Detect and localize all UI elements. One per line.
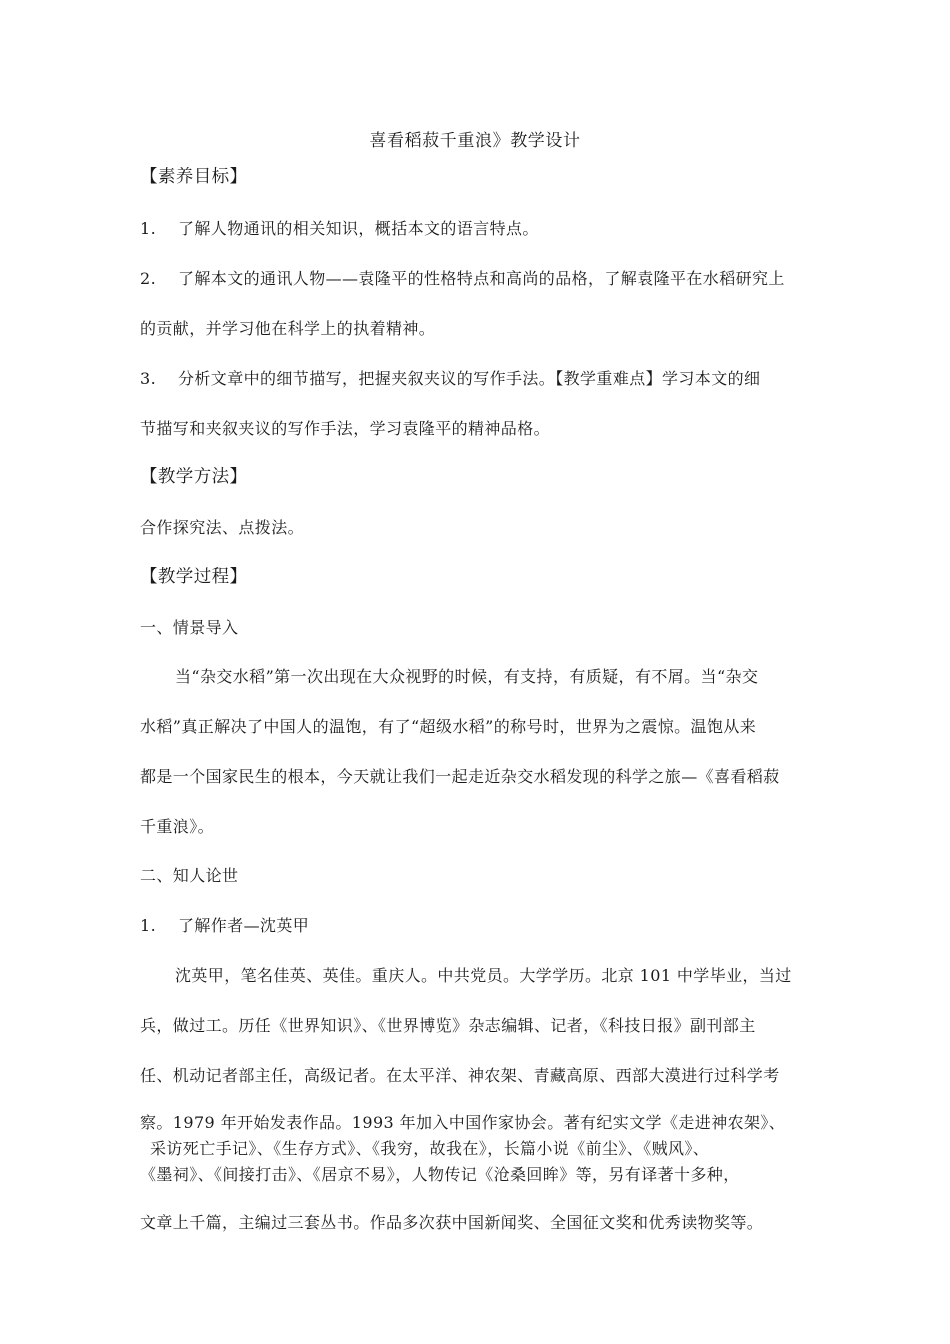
- section-2-item-1: [140, 915, 309, 937]
- author-paragraph-line: 《墨祠》、《间接打击》、《居京不易》，人物传记《沧桑回眸》等，另有译著十多种，: [140, 1165, 740, 1184]
- objective-text: 了解人物通讯的相关知识，概括本文的语言特点。: [178, 219, 539, 238]
- item-text: 了解作者—沈英甲: [178, 916, 310, 935]
- methods-heading: 【教学方法】: [140, 467, 248, 487]
- item-number: 1.: [140, 916, 157, 935]
- process-heading: 【教学过程】: [140, 567, 248, 587]
- objective-text: 了解本文的通讯人物——袁隆平的性格特点和高尚的品格，了解袁隆平在水稻研究上: [178, 269, 785, 288]
- author-paragraph-line: 沈英甲，笔名佳英、英佳。重庆人。中共党员。大学学历。北京 101 中学毕业，当过: [175, 966, 792, 985]
- section-2-title: 二、知人论世: [140, 866, 239, 885]
- section-1-paragraph-line: 千重浪》。: [140, 817, 215, 836]
- objective-item-2-continued: 的贡献，并学习他在科学上的执着精神。: [140, 319, 436, 338]
- section-1-paragraph-line: 水稻”真正解决了中国人的温饱，有了“超级水稻”的称号时，世界为之震惊。温饱从来: [140, 717, 757, 736]
- author-paragraph-line: 采访死亡手记》、《生存方式》、《我穷，故我在》，长篇小说《前尘》、《贼风》、: [150, 1139, 710, 1158]
- author-paragraph-line: 文章上千篇，主编过三套丛书。作品多次获中国新闻奖、全国征文奖和优秀读物奖等。: [140, 1213, 764, 1232]
- methods-text: 合作探究法、点拨法。: [140, 518, 305, 537]
- author-paragraph-line: 任、机动记者部主任，高级记者。在太平洋、神农架、青藏高原、西部大漠进行过科学考: [140, 1066, 780, 1085]
- author-paragraph-line: 兵，做过工。历任《世界知识》、《世界博览》杂志编辑、记者，《科技日报》副刊部主: [140, 1016, 756, 1035]
- objective-item-2: [140, 268, 785, 290]
- objective-number: 2.: [140, 269, 157, 288]
- section-1-paragraph-line: 当“杂交水稻”第一次出现在大众视野的时候，有支持，有质疑，有不屑。当“杂交: [175, 667, 759, 686]
- document-title: 喜看稻菽千重浪》教学设计: [369, 131, 581, 151]
- objective-number: 1.: [140, 219, 157, 238]
- objectives-heading: 【素养目标】: [140, 167, 248, 187]
- objective-text: 分析文章中的细节描写，把握夹叙夹议的写作手法。【教学重难点】学习本文的细: [178, 369, 761, 388]
- objective-item-1: [140, 218, 539, 240]
- author-paragraph-line: 察。1979 年开始发表作品。1993 年加入中国作家协会。著有纪实文学《走进神农架》、: [140, 1113, 786, 1132]
- objective-item-3-continued: 节描写和夹叙夹议的写作手法，学习袁隆平的精神品格。: [140, 419, 551, 438]
- objective-number: 3.: [140, 369, 157, 388]
- objective-item-3: [140, 368, 760, 390]
- section-1-title: 一、情景导入: [140, 618, 239, 637]
- section-1-paragraph-line: 都是一个国家民生的根本，今天就让我们一起走近杂交水稻发现的科学之旅—《喜看稻菽: [140, 767, 780, 786]
